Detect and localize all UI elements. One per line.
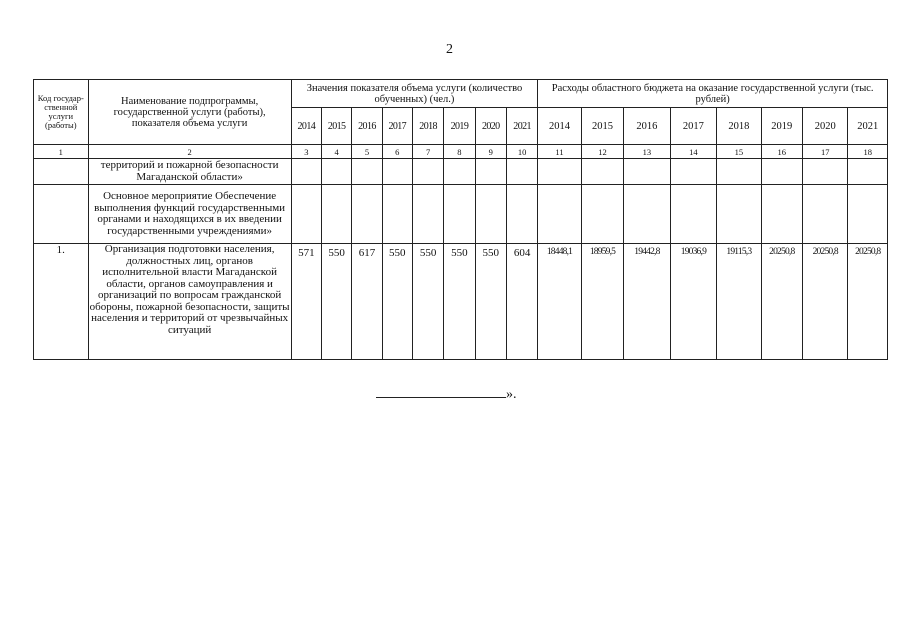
row-name: Основное мероприятие Обеспечение выполнения функций государственными органами и находящихся в их введении государственными учреждениями» xyxy=(88,185,291,244)
budget-year: 2018 xyxy=(717,108,761,145)
column-number: 12 xyxy=(581,145,623,159)
indicator-year: 2014 xyxy=(291,108,321,145)
budget-year: 2014 xyxy=(538,108,581,145)
column-number: 10 xyxy=(506,145,537,159)
budget-value: 20250,8 xyxy=(761,244,802,360)
table-row xyxy=(34,185,888,244)
closing-quote: ». xyxy=(506,387,517,402)
column-number: 6 xyxy=(382,145,412,159)
service-volume-table xyxy=(33,79,888,360)
indicator-year: 2016 xyxy=(352,108,382,145)
indicator-year: 2017 xyxy=(382,108,412,145)
budget-year: 2017 xyxy=(670,108,716,145)
column-number: 2 xyxy=(88,145,291,159)
budget-value: 19115,3 xyxy=(717,244,761,360)
column-number: 5 xyxy=(352,145,382,159)
budget-year: 2016 xyxy=(624,108,670,145)
column-number: 13 xyxy=(624,145,670,159)
budget-value: 19442,8 xyxy=(624,244,670,360)
column-number: 9 xyxy=(475,145,506,159)
column-number: 7 xyxy=(412,145,443,159)
column-number: 3 xyxy=(291,145,321,159)
column-number: 16 xyxy=(761,145,802,159)
indicator-value: 550 xyxy=(412,244,443,360)
table-row xyxy=(34,159,888,185)
budget-value: 19036,9 xyxy=(670,244,716,360)
header-code: Код государ-ственной услуги (работы) xyxy=(34,80,89,145)
indicator-value: 550 xyxy=(322,244,352,360)
column-number: 14 xyxy=(670,145,716,159)
column-number: 8 xyxy=(444,145,475,159)
indicator-year: 2019 xyxy=(444,108,475,145)
row-code xyxy=(34,159,89,185)
row-name: территорий и пожарной безопасности Магаданской области» xyxy=(88,159,291,185)
budget-value: 20250,8 xyxy=(848,244,888,360)
indicator-value: 550 xyxy=(475,244,506,360)
budget-value: 18448,1 xyxy=(538,244,581,360)
budget-value: 20250,8 xyxy=(803,244,848,360)
indicator-value: 550 xyxy=(444,244,475,360)
closing-mark xyxy=(376,385,517,403)
signature-line xyxy=(376,385,506,398)
budget-value: 18959,5 xyxy=(581,244,623,360)
indicator-value: 604 xyxy=(506,244,537,360)
indicator-year: 2015 xyxy=(322,108,352,145)
column-number: 17 xyxy=(803,145,848,159)
column-number: 4 xyxy=(322,145,352,159)
indicator-value: 617 xyxy=(352,244,382,360)
indicator-year: 2021 xyxy=(506,108,537,145)
budget-year: 2015 xyxy=(581,108,623,145)
budget-year: 2021 xyxy=(848,108,888,145)
indicator-year: 2020 xyxy=(475,108,506,145)
budget-year: 2020 xyxy=(803,108,848,145)
column-number: 18 xyxy=(848,145,888,159)
column-number: 1 xyxy=(34,145,89,159)
row-name: Организация подготовки населения, должностных лиц, органов исполнительной власти Магаданской области, органов самоуправления и организаций по вопросам гражданской обороны, пожарной безопасности, защиты населения и территорий от чрезвычайных ситуаций xyxy=(88,244,291,360)
header-name: Наименование подпрограммы, государственной услуги (работы), показателя объема услуги xyxy=(88,80,291,145)
column-number: 11 xyxy=(538,145,581,159)
header-indicator-group: Значения показателя объема услуги (количество обученных) (чел.) xyxy=(291,80,538,108)
page-number: 2 xyxy=(446,42,453,57)
table-row xyxy=(34,244,888,360)
column-number: 15 xyxy=(717,145,761,159)
row-code: 1. xyxy=(34,244,89,360)
indicator-value: 550 xyxy=(382,244,412,360)
indicator-value: 571 xyxy=(291,244,321,360)
header-budget-group: Расходы областного бюджета на оказание государственной услуги (тыс. рублей) xyxy=(538,80,888,108)
row-code xyxy=(34,185,89,244)
budget-year: 2019 xyxy=(761,108,802,145)
indicator-year: 2018 xyxy=(412,108,443,145)
